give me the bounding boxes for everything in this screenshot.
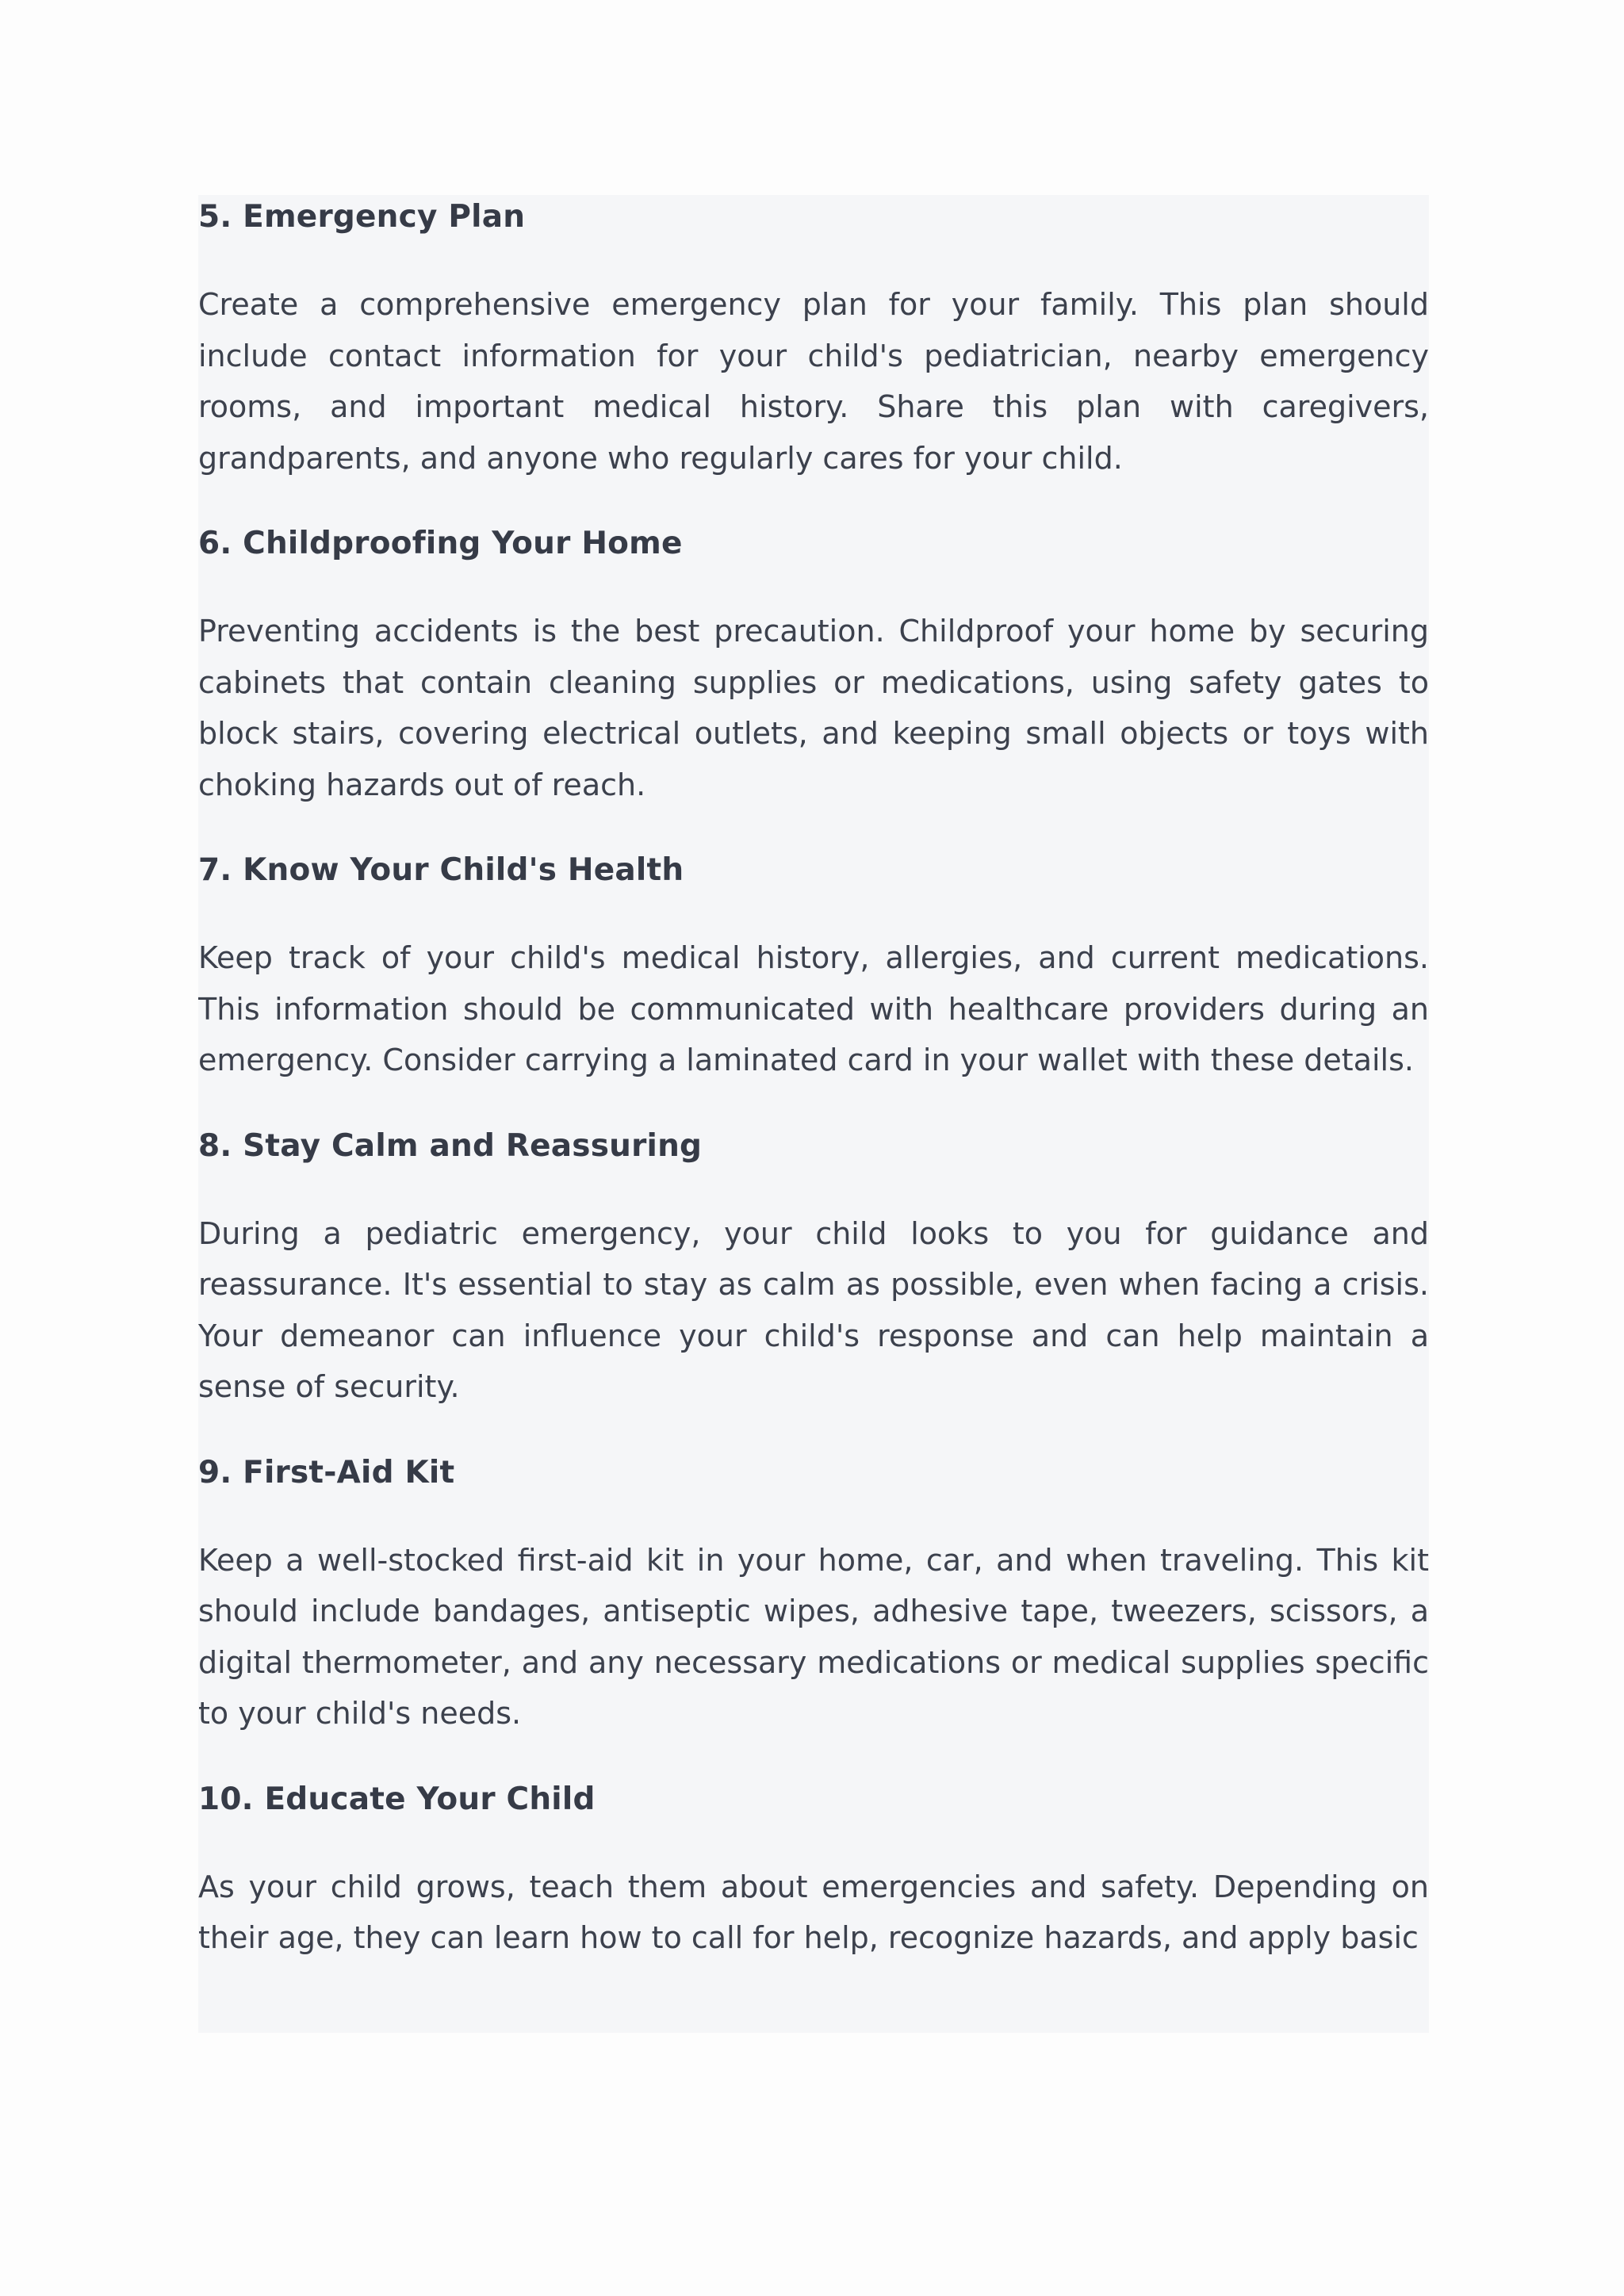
section-heading: 9. First-Aid Kit (198, 1454, 455, 1490)
section-heading: 10. Educate Your Child (198, 1781, 596, 1817)
section-heading: 6. Childproofing Your Home (198, 526, 683, 561)
section-body: Preventing accidents is the best precaution. Childproof your home by securing cabinets that contain cleaning supplies or medications, using safety gates to block stairs, covering electrical outlets, and keeping small objects or toys with choking hazards out of reach. (198, 614, 1429, 802)
section-body: Create a comprehensive emergency plan for your family. This plan should include contact information for your child's pediatrician, nearby emergency rooms, and important medical history. Share this plan with caregivers, grandparents, and anyone who regularly cares for your child. (198, 287, 1429, 476)
section-body: During a pediatric emergency, your child looks to you for guidance and reassurance. It's essential to stay as calm as possible, even when facing a crisis. Your demeanor can influence your child's response and can help maintain a sense of security. (198, 1215, 1429, 1404)
section-childproofing (198, 522, 1429, 810)
section-know-child-health (198, 848, 1429, 1086)
section-heading: 7. Know Your Child's Health (198, 852, 684, 888)
section-educate-child (198, 1777, 1429, 1964)
section-body: Keep a well-stocked first-aid kit in your home, car, and when traveling. This kit should include bandages, antiseptic wipes, adhesive tape, tweezers, scissors, a digital thermometer, and any necessary medications or medical supplies specific to your child's needs. (198, 1542, 1429, 1731)
section-heading: 8. Stay Calm and Reassuring (198, 1127, 703, 1164)
section-stay-calm (198, 1124, 1429, 1413)
section-body: As your child grows, teach them about emergencies and safety. Depending on their age, they can learn how to call for help, recognize hazards, and apply basic (198, 1869, 1429, 1955)
section-heading: 5. Emergency Plan (198, 199, 526, 235)
section-first-aid-kit (198, 1451, 1429, 1739)
section-emergency-plan (198, 195, 1429, 484)
document-content (198, 195, 1429, 2033)
section-body: Keep track of your child's medical history, allergies, and current medications. This information should be communicated with healthcare providers during an emergency. Consider carrying a laminated card in your wallet with these details. (198, 940, 1429, 1077)
